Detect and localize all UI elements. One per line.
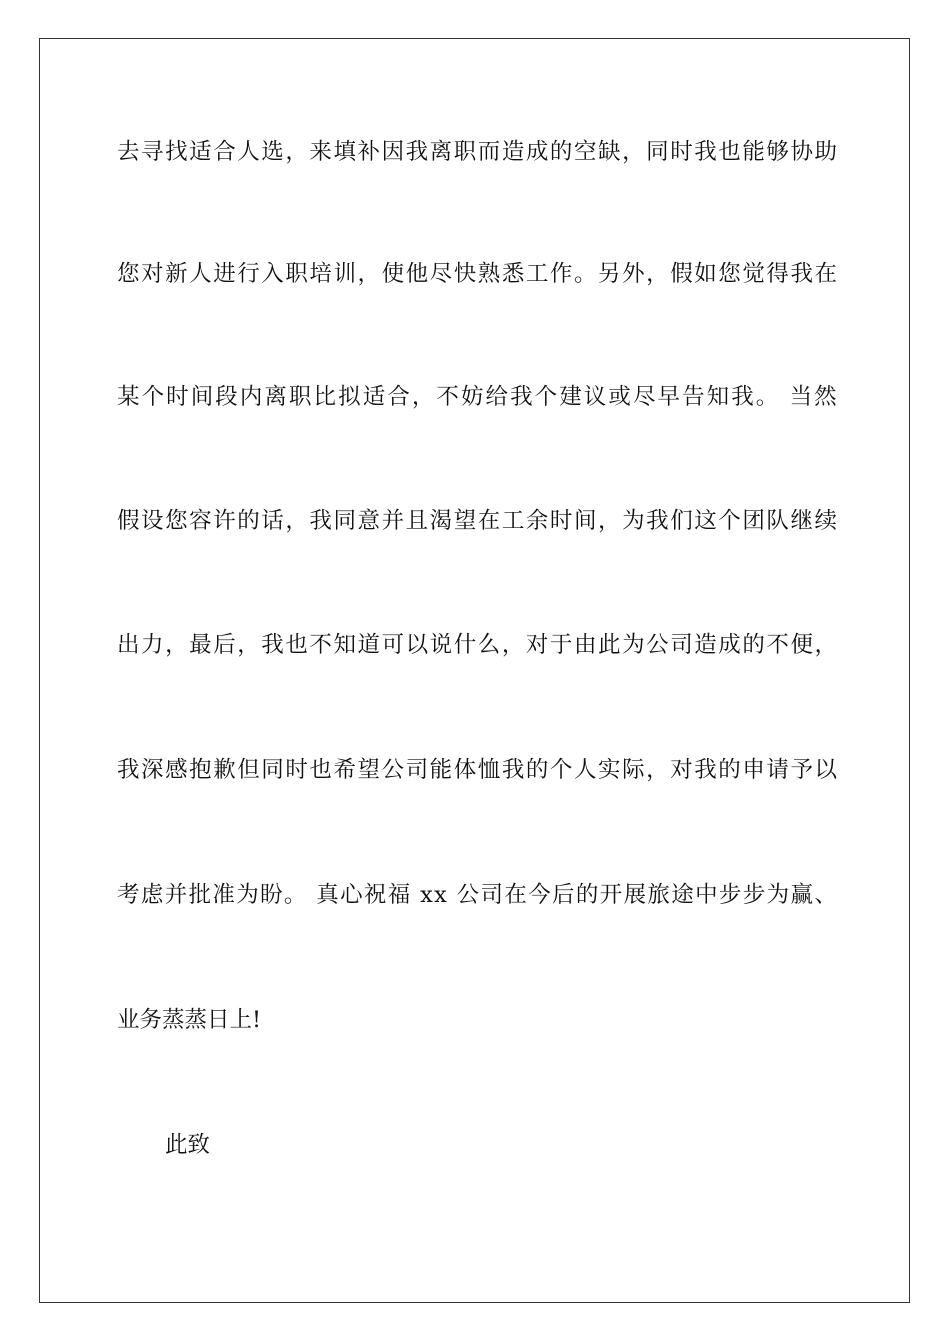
body-line: 我深感抱歉但同时也希望公司能体恤我的个人实际，对我的申请予以: [117, 757, 839, 783]
salutation: 此致: [165, 1132, 211, 1158]
body-line: 某个时间段内离职比拟适合，不妨给我个建议或尽早告知我。 当然: [117, 384, 839, 410]
page-border: [39, 38, 910, 1303]
body-line: 假设您容许的话，我同意并且渴望在工余时间，为我们这个团队继续: [117, 508, 839, 534]
body-line: 出力，最后，我也不知道可以说什么，对于由此为公司造成的不便，: [117, 632, 839, 658]
body-line-last: 业务蒸蒸日上!: [117, 1007, 262, 1033]
body-line: 去寻找适合人选，来填补因我离职而造成的空缺，同时我也能够协助: [117, 139, 839, 165]
body-line: 考虑并批准为盼。 真心祝福 xx 公司在今后的开展旅途中步步为赢、: [117, 882, 839, 908]
body-line: 您对新人进行入职培训，使他尽快熟悉工作。另外，假如您觉得我在: [117, 261, 839, 287]
